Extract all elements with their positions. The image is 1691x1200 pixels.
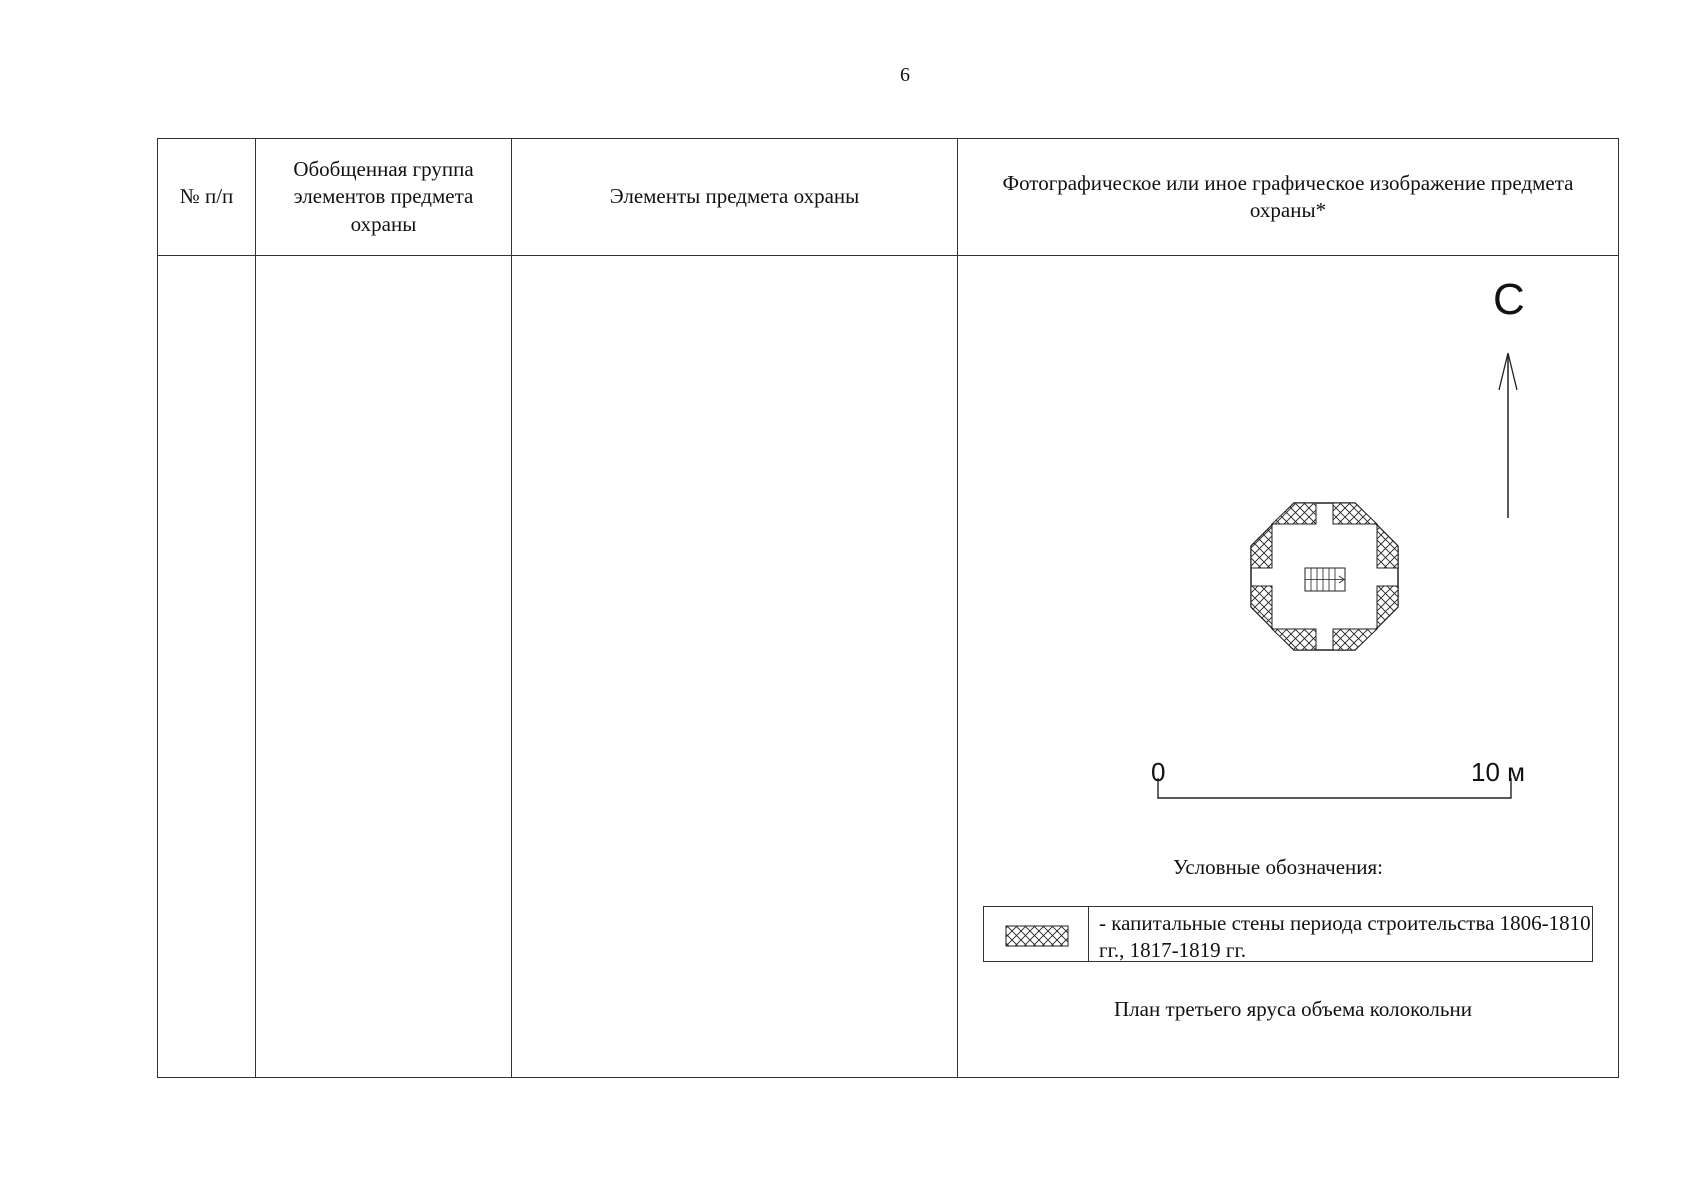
- wall-pier-right-top: [1377, 525, 1398, 568]
- cell-image: [958, 256, 1619, 1078]
- header-image: Фотографическое или иное графическое изображение предмета охраны*: [958, 139, 1619, 256]
- table-header-row: [158, 139, 1619, 256]
- legend-title: Условные обозначения:: [1172, 855, 1384, 879]
- header-group: Обобщенная группа элементов предмета охраны: [256, 139, 512, 256]
- legend-item-text: - капитальные стены периода строительства 1806-1810 гг., 1817-1819 гг.: [1099, 911, 1591, 962]
- legend-swatch-cell: [984, 907, 1089, 961]
- header-number: № п/п: [158, 139, 256, 256]
- octagon-plan: [1251, 503, 1398, 650]
- header-elements: Элементы предмета охраны: [512, 139, 958, 256]
- staircase-icon: [1305, 568, 1345, 591]
- wall-pier-top-left: [1272, 503, 1316, 524]
- wall-pier-top-right: [1333, 503, 1377, 524]
- cell-elements: [512, 256, 958, 1078]
- cell-number: [158, 256, 256, 1078]
- wall-pier-left-top: [1251, 525, 1272, 568]
- wall-pier-bottom-right: [1333, 629, 1377, 650]
- scale-end-label: 10 м: [1471, 757, 1526, 787]
- plan-caption: План третьего яруса объема колокольни: [1114, 997, 1472, 1021]
- north-label: С: [1493, 275, 1525, 324]
- scale-start-label: 0: [1151, 757, 1166, 787]
- cell-group: [256, 256, 512, 1078]
- table-row: [158, 256, 1619, 1078]
- north-arrow-icon: [1499, 353, 1517, 518]
- wall-pier-left-bottom: [1251, 586, 1272, 628]
- wall-pier-right-bottom: [1377, 586, 1398, 628]
- wall-pier-bottom-left: [1272, 629, 1316, 650]
- page-number: 6: [900, 64, 910, 86]
- protection-table: [157, 138, 1619, 1078]
- scale-bar: [1158, 778, 1511, 798]
- legend-box: [983, 906, 1593, 962]
